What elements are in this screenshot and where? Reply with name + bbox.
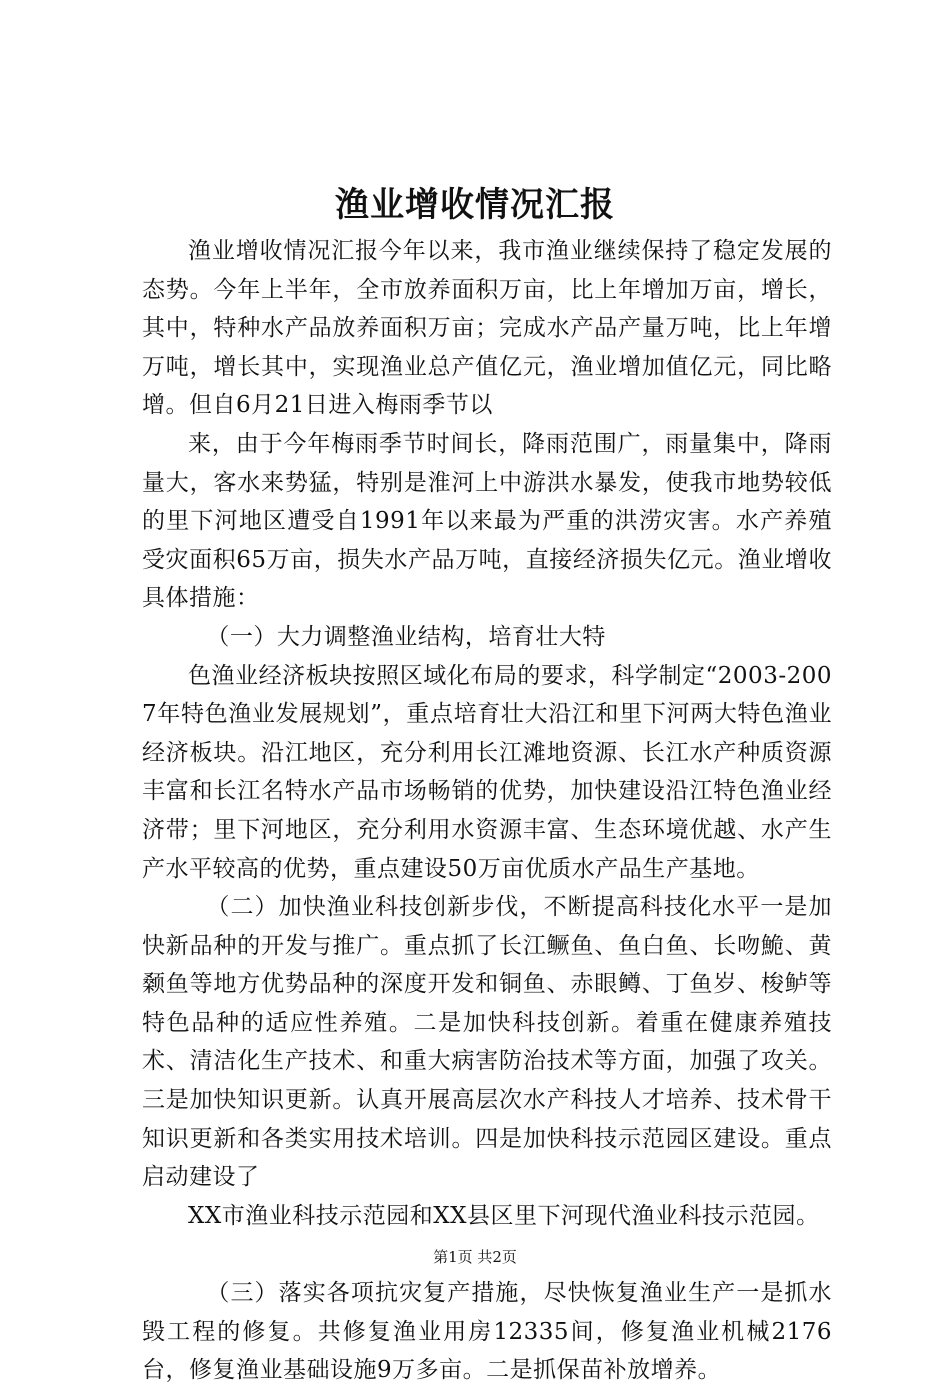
page-footer: 第1页 共2页 (433, 1248, 517, 1266)
paragraph-technology: （二）加快渔业科技创新步伐，不断提高科技化水平一是加快新品种的开发与推广。重点抓了长江鳜鱼、鱼白鱼、长吻鮠、黄颡鱼等地方优势品种的深度开发和铜鱼、赤眼鳟、丁鱼岁、梭鲈等特色品种的适应性养殖。二是加快科技创新。着重在健康养殖技术、清洁化生产技术、和重大病害防治技术等方面，加强了攻关。三是加快知识更新。认真开展高层次水产科技人才培养、技术骨干知识更新和各类实用技术培训。四是加快科技示范园区建设。重点启动建设了 (142, 894, 832, 1191)
paragraph-demo-park: XX市渔业科技示范园和XX县区里下河现代渔业科技示范园。 (188, 1202, 820, 1229)
paragraph-flood: 来，由于今年梅雨季节时间长，降雨范围广，雨量集中，降雨量大，客水来势猛，特别是淮河上中游洪水暴发，使我市地势较低的里下河地区遭受自1991年以来最为严重的洪涝灾害。水产养殖受灾面积65万亩，损失水产品万吨，直接经济损失亿元。渔业增收具体措施： (142, 430, 832, 612)
document-body (142, 232, 832, 1390)
paragraph-intro: 渔业增收情况汇报今年以来，我市渔业继续保持了稳定发展的态势。今年上半年，全市放养面积万亩，比上年增加万亩，增长，其中，特种水产品放养面积万亩；完成水产品产量万吨，比上年增万吨，增长其中，实现渔业总产值亿元，渔业增加值亿元，同比略增。但自6月21日进入梅雨季节以 (142, 238, 832, 419)
paragraph-heading-1: （一）大力调整渔业结构，培育壮大特 (206, 623, 606, 650)
paragraph-recovery: （三）落实各项抗灾复产措施，尽快恢复渔业生产一是抓水毁工程的修复。共修复渔业用房12335间，修复渔业机械2176台，修复渔业基础设施9万多亩。二是抓保苗补放增养。 (142, 1280, 832, 1384)
document-title: 渔业增收情况汇报 (335, 185, 615, 225)
paragraph-structure: 色渔业经济板块按照区域化布局的要求，科学制定“2003-2007年特色渔业发展规划”，重点培育壮大沿江和里下河两大特色渔业经济板块。沿江地区，充分利用长江滩地资源、长江水产种质资源丰富和长江名特水产品市场畅销的优势，加快建设沿江特色渔业经济带；里下河地区，充分利用水资源丰富、生态环境优越、水产生产水平较高的优势，重点建设50万亩优质水产品生产基地。 (142, 662, 832, 882)
